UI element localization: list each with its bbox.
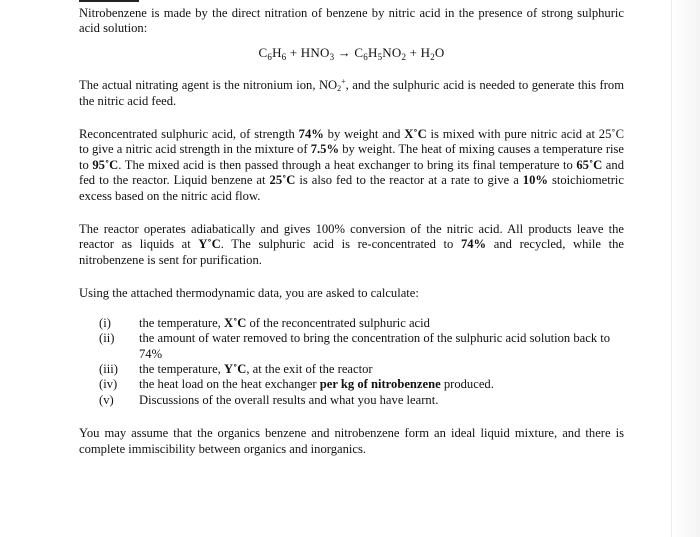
task-intro-paragraph: Using the attached thermodynamic data, you are asked to calculate: [79,286,419,301]
task-list [99,316,624,408]
intro-paragraph: Nitrobenzene is made by the direct nitration of benzene by nitric acid in the presence of strong sulphuric acid solution: [79,6,624,36]
nitration-equation: $C_6H_6 + HNO_3 \to C_6H_5NO_2 + H_2O$ [258,44,445,62]
list-item: (iii) the temperature, Y˚C, at the exit of the reactor [99,361,373,376]
reactor-paragraph: The reactor operates adiabatically and gives 100% conversion of the nitric acid. All products leave the reactor as liquids at Y˚C. The sulphuric acid is re-concentrated to 74% and recycled, while the nitrobenzene is sent for purification. [79,222,624,267]
nitronium-paragraph: The actual nitrating agent is the nitronium ion, $NO_2^+$, and the sulphuric acid is needed to generate this from the nitric acid feed. [79,77,624,108]
list-item: (ii) the amount of water removed to bring the concentration of the sulphuric acid solution back to 74% [99,331,611,361]
list-item: (i) the temperature, X˚C of the reconcentrated sulphuric acid [99,315,430,330]
page-edge-shadow [671,0,700,537]
reconcentrated-acid-paragraph: Reconcentrated sulphuric acid, of strength 74% by weight and X˚C is mixed with pure nitric acid at 25˚C to give a nitric acid strength in the mixture of 7.5% by weight. The heat of mixing causes a temperature rise to 95˚C. The mixed acid is then passed through a heat exchanger to bring its final temperature to 65˚C and fed to the reactor. Liquid benzene at 25˚C is also fed to the reactor at a rate to give a 10% stoichiometric excess based on the nitric acid flow. [79,127,625,203]
document-page [79,6,624,475]
assumption-paragraph: You may assume that the organics benzene and nitrobenzene form an ideal liquid mixture, and there is complete immiscibility between organics and inorganics. [79,426,624,456]
top-rule [79,0,139,2]
list-item: (v) Discussions of the overall results and what you have learnt. [99,392,439,407]
list-item: (iv) the heat load on the heat exchanger per kg of nitrobenzene produced. [99,377,494,392]
